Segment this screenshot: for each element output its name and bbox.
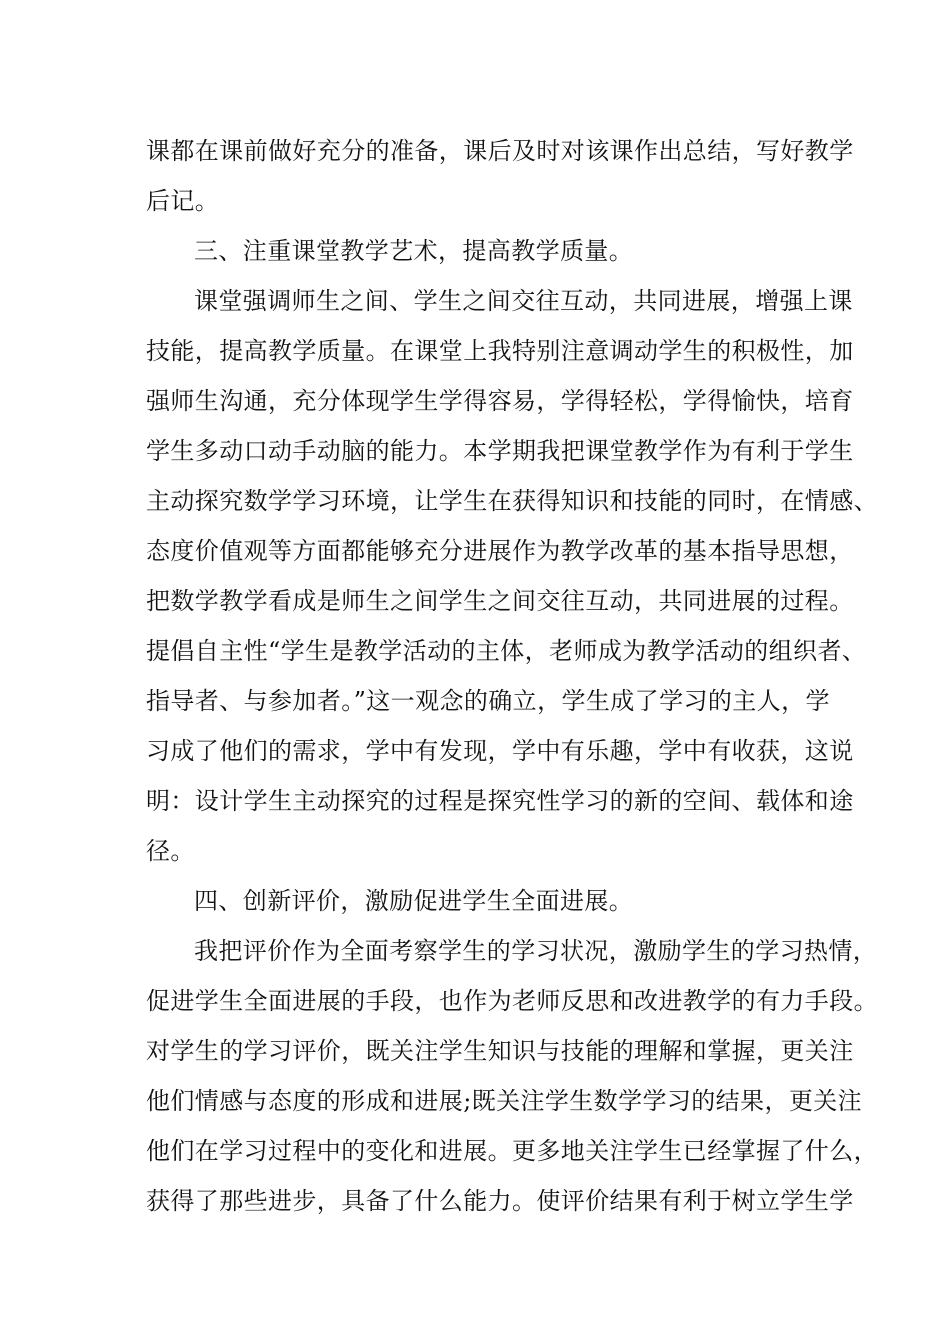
text-line: 他们情感与态度的形成和进展;既关注学生数学学习的结果，更关注 <box>146 1087 863 1115</box>
text-line: 对学生的学习评价，既关注学生知识与技能的理解和掌握，更关注 <box>146 1037 854 1065</box>
text-line: 强师生沟通，充分体现学生学得容易，学得轻松，学得愉快，培育 <box>146 387 854 415</box>
text-line: 态度价值观等方面都能够充分进展作为教学改革的基本指导思想， <box>146 537 854 565</box>
text-line: 径。 <box>146 837 195 865</box>
text-line: 指导者、与参加者。”这一观念的确立，学生成了学习的主人，学 <box>146 687 830 715</box>
text-line: 我把评价作为全面考察学生的学习状况，激励学生的学习热情， <box>194 937 878 965</box>
text-line: 主动探究数学学习环境，让学生在获得知识和技能的同时，在情感、 <box>146 487 878 515</box>
text-line: 学生多动口动手动脑的能力。本学期我把课堂教学作为有利于学生 <box>146 437 854 465</box>
text-line: 他们在学习过程中的变化和进展。更多地关注学生已经掌握了什么， <box>146 1137 878 1165</box>
text-line: 把数学教学看成是师生之间学生之间交往互动，共同进展的过程。 <box>146 587 854 615</box>
text-line: 明：设计学生主动探究的过程是探究性学习的新的空间、载体和途 <box>146 787 854 815</box>
text-line: 课堂强调师生之间、学生之间交往互动，共同进展，增强上课 <box>194 287 853 315</box>
text-line: 习成了他们的需求，学中有发现，学中有乐趣，学中有收获，这说 <box>146 737 854 765</box>
section-heading: 四、创新评价，激励促进学生全面进展。 <box>194 887 634 915</box>
section-heading: 三、注重课堂教学艺术，提高教学质量。 <box>194 237 634 265</box>
text-line: 提倡自主性“学生是教学活动的主体，老师成为教学活动的组织者、 <box>146 637 867 665</box>
text-line: 获得了那些进步，具备了什么能力。使评价结果有利于树立学生学 <box>146 1187 854 1215</box>
text-line: 促进学生全面进展的手段，也作为老师反思和改进教学的有力手段。 <box>146 987 878 1015</box>
text-line: 技能，提高教学质量。在课堂上我特别注意调动学生的积极性，加 <box>146 337 854 365</box>
text-line: 后记。 <box>146 187 220 215</box>
text-line: 课都在课前做好充分的准备，课后及时对该课作出总结，写好教学 <box>146 137 854 165</box>
